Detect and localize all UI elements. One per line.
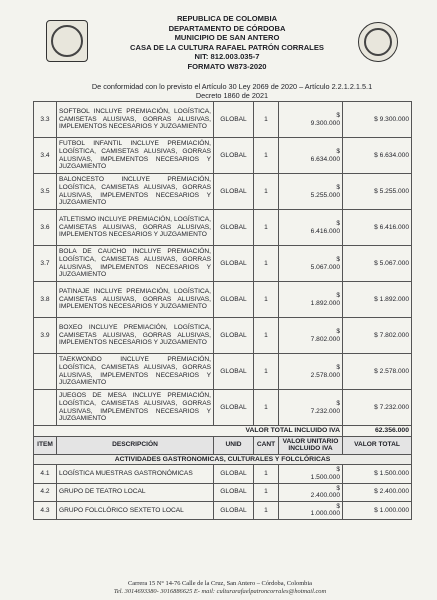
currency-sign: $ xyxy=(336,147,340,155)
unit-value-amount: 7.802.000 xyxy=(310,335,340,343)
item-quantity: 1 xyxy=(254,246,279,282)
item-number: 3.7 xyxy=(34,246,57,282)
col-header-unit-value: VALOR UNITARIO INCLUIDO IVA xyxy=(279,436,343,454)
currency-sign: $ xyxy=(336,219,340,227)
item-number: 3.6 xyxy=(34,210,57,246)
item-description: BOLA DE CAUCHO INCLUYE PREMIACIÓN, LOGÍSTICA, CAMISETAS ALUSIVAS, GORRAS ALUSIVAS, IMPLEMENTOS NECESARIOS Y JUZGAMIENTO xyxy=(57,246,214,282)
item-unit: GLOBAL xyxy=(214,483,254,501)
unit-value-amount: 9.300.000 xyxy=(310,119,340,127)
item-unit: GLOBAL xyxy=(214,210,254,246)
table-row xyxy=(34,318,412,354)
item-description: BOXEO INCLUYE PREMIACIÓN, LOGÍSTICA, CAMISETAS ALUSIVAS, GORRAS ALUSIVAS, IMPLEMENTOS NECESARIOS Y JUZGAMIENTO xyxy=(57,318,214,354)
unit-value-amount: 1.500.000 xyxy=(310,473,340,481)
items-table xyxy=(33,101,412,520)
unit-value-amount: 5.067.000 xyxy=(310,263,340,271)
item-quantity: 1 xyxy=(254,318,279,354)
item-description: LOGÍSTICA MUESTRAS GASTRONÓMICAS xyxy=(57,465,214,483)
currency-sign: $ xyxy=(336,399,340,407)
col-header-item: ITEM xyxy=(34,436,57,454)
item-quantity: 1 xyxy=(254,282,279,318)
item-unit: GLOBAL xyxy=(214,138,254,174)
institution-seal-right xyxy=(358,22,398,62)
legal-reference xyxy=(48,82,416,100)
header-department: DEPARTAMENTO DE CÓRDOBA xyxy=(168,23,286,33)
currency-sign: $ xyxy=(336,484,340,492)
item-number: 3.9 xyxy=(34,318,57,354)
unit-value-amount: 5.255.000 xyxy=(310,191,340,199)
section-row xyxy=(34,454,412,465)
item-unit: GLOBAL xyxy=(214,390,254,426)
item-total-value: $ 2.578.000 xyxy=(343,354,412,390)
item-number xyxy=(34,390,57,426)
header-institution: CASA DE LA CULTURA RAFAEL PATRÓN CORRALES xyxy=(130,42,324,52)
item-number: 3.5 xyxy=(34,174,57,210)
municipal-seal-left xyxy=(46,20,88,62)
item-unit-value xyxy=(279,501,343,519)
table-row xyxy=(34,354,412,390)
item-total-value: $ 6.634.000 xyxy=(343,138,412,174)
item-total-value: $ 7.232.000 xyxy=(343,390,412,426)
item-number: 3.4 xyxy=(34,138,57,174)
currency-sign: $ xyxy=(336,502,340,510)
item-unit-value xyxy=(279,282,343,318)
seal-emblem-icon xyxy=(364,28,392,56)
item-description: SOFTBOL INCLUYE PREMIACIÓN, LOGÍSTICA, CAMISETAS ALUSIVAS, GORRAS ALUSIVAS, IMPLEMENTOS NECESARIOS Y JUZGAMIENTO xyxy=(57,102,214,138)
item-unit-value xyxy=(279,102,343,138)
item-number xyxy=(34,354,57,390)
unit-value-amount: 6.416.000 xyxy=(310,227,340,235)
item-description: PATINAJE INCLUYE PREMIACIÓN, LOGÍSTICA, CAMISETAS ALUSIVAS, GORRAS ALUSIVAS, IMPLEMENTOS NECESARIOS Y JUZGAMIENTO xyxy=(57,282,214,318)
document-header xyxy=(92,14,362,71)
item-total-value: $ 1.000.000 xyxy=(343,501,412,519)
col-header-cant: CANT xyxy=(254,436,279,454)
item-total-value: $ 5.255.000 xyxy=(343,174,412,210)
header-country: REPUBLICA DE COLOMBIA xyxy=(176,14,278,23)
unit-value-amount: 2.578.000 xyxy=(310,371,340,379)
unit-value-amount: 7.232.000 xyxy=(310,407,340,415)
item-total-value: $ 6.416.000 xyxy=(343,210,412,246)
item-total-value: $ 9.300.000 xyxy=(343,102,412,138)
item-description: GRUPO DE TEATRO LOCAL xyxy=(57,483,214,501)
item-unit: GLOBAL xyxy=(214,174,254,210)
unit-value-amount: 1.892.000 xyxy=(310,299,340,307)
item-unit-value xyxy=(279,174,343,210)
item-unit: GLOBAL xyxy=(214,318,254,354)
currency-sign: $ xyxy=(336,183,340,191)
item-total-value: $ 2.400.000 xyxy=(343,483,412,501)
table-row xyxy=(34,390,412,426)
item-unit-value xyxy=(279,138,343,174)
item-unit: GLOBAL xyxy=(214,354,254,390)
item-quantity: 1 xyxy=(254,138,279,174)
item-quantity: 1 xyxy=(254,465,279,483)
table-row xyxy=(34,138,412,174)
item-unit-value xyxy=(279,210,343,246)
currency-sign: $ xyxy=(336,255,340,263)
item-quantity: 1 xyxy=(254,390,279,426)
currency-sign: $ xyxy=(336,466,340,474)
table-row xyxy=(34,465,412,483)
section-title: ACTIVIDADES GASTRONOMICAS, CULTURALES Y FOLCLÓRICAS xyxy=(34,454,412,465)
header-municipality: MUNICIPIO DE SAN ANTERO xyxy=(174,33,280,42)
footer-address: Carrera 15 N° 14-76 Calle de la Cruz, San Antero – Córdoba, Colombia xyxy=(128,580,312,587)
item-unit: GLOBAL xyxy=(214,465,254,483)
item-unit-value xyxy=(279,246,343,282)
col-header-description: DESCRIPCIÓN xyxy=(57,436,214,454)
table-row xyxy=(34,102,412,138)
total-label: VALOR TOTAL INCLUIDO IVA xyxy=(34,426,343,437)
legal-reference-line: De conformidad con lo previsto el Artículo 30 Ley 2069 de 2020 – Artículo 2.2.1.2.1.5.1 xyxy=(91,82,373,91)
legal-reference-decree: Decreto 1860 de 2021 xyxy=(195,91,269,100)
currency-sign: $ xyxy=(336,327,340,335)
item-quantity: 1 xyxy=(254,483,279,501)
item-unit: GLOBAL xyxy=(214,102,254,138)
item-unit-value xyxy=(279,465,343,483)
item-unit-value xyxy=(279,318,343,354)
item-unit-value xyxy=(279,483,343,501)
item-unit-value xyxy=(279,354,343,390)
item-total-value: $ 1.500.000 xyxy=(343,465,412,483)
total-row xyxy=(34,426,412,437)
header-format: FORMATO W873-2020 xyxy=(187,61,267,71)
item-number: 3.3 xyxy=(34,102,57,138)
item-number: 4.2 xyxy=(34,483,57,501)
currency-sign: $ xyxy=(336,291,340,299)
currency-sign: $ xyxy=(336,363,340,371)
item-description: JUEGOS DE MESA INCLUYE PREMIACIÓN, LOGÍSTICA, CAMISETAS ALUSIVAS, GORRAS ALUSIVAS, IMPLEMENTOS NECESARIOS Y JUZGAMIENTO xyxy=(57,390,214,426)
item-number: 3.8 xyxy=(34,282,57,318)
table-row xyxy=(34,483,412,501)
items-table-body xyxy=(34,102,412,520)
item-number: 4.1 xyxy=(34,465,57,483)
item-unit: GLOBAL xyxy=(214,501,254,519)
item-description: BALONCESTO INCLUYE PREMIACIÓN, LOGÍSTICA, CAMISETAS ALUSIVAS, GORRAS ALUSIVAS, IMPLEMENTOS NECESARIOS Y JUZGAMIENTO xyxy=(57,174,214,210)
unit-value-amount: 1.000.000 xyxy=(310,510,340,518)
table-row xyxy=(34,282,412,318)
item-quantity: 1 xyxy=(254,501,279,519)
item-quantity: 1 xyxy=(254,174,279,210)
col-header-total-value: VALOR TOTAL xyxy=(343,436,412,454)
table-row xyxy=(34,246,412,282)
item-quantity: 1 xyxy=(254,210,279,246)
col-header-unid: UNID xyxy=(214,436,254,454)
item-description: ATLETISMO INCLUYE PREMIACIÓN, LOGÍSTICA, CAMISETAS ALUSIVAS, GORRAS ALUSIVAS, IMPLEMENTOS NECESARIOS Y JUZGAMIENTO xyxy=(57,210,214,246)
item-quantity: 1 xyxy=(254,354,279,390)
item-total-value: $ 7.802.000 xyxy=(343,318,412,354)
item-quantity: 1 xyxy=(254,102,279,138)
item-total-value: $ 5.067.000 xyxy=(343,246,412,282)
item-unit: GLOBAL xyxy=(214,246,254,282)
item-number: 4.3 xyxy=(34,501,57,519)
item-description: FUTBOL INFANTIL INCLUYE PREMIACIÓN, LOGÍSTICA, CAMISETAS ALUSIVAS, GORRAS ALUSIVAS, IMPLEMENTOS NECESARIOS Y JUZGAMIENTO xyxy=(57,138,214,174)
item-unit: GLOBAL xyxy=(214,282,254,318)
total-value: 62.356.000 xyxy=(343,426,412,437)
unit-value-amount: 2.400.000 xyxy=(310,492,340,500)
table-row xyxy=(34,210,412,246)
footer-contact: Tel. 3014693380- 3016886625 E- mail: culturarafaelpatroncorrales@hotmail.com xyxy=(113,588,327,595)
header-nit: NIT: 812.003.035-7 xyxy=(194,52,260,61)
unit-value-amount: 6.634.000 xyxy=(310,155,340,163)
table-header-row xyxy=(34,436,412,454)
currency-sign: $ xyxy=(336,111,340,119)
table-row xyxy=(34,501,412,519)
document-footer xyxy=(60,580,380,596)
seal-ring-icon xyxy=(51,25,83,57)
item-unit-value xyxy=(279,390,343,426)
item-description: GRUPO FOLCLÓRICO SEXTETO LOCAL xyxy=(57,501,214,519)
item-total-value: $ 1.892.000 xyxy=(343,282,412,318)
item-description: TAEKWONDO INCLUYE PREMIACIÓN, LOGÍSTICA, CAMISETAS ALUSIVAS, GORRAS ALUSIVAS, IMPLEMENTOS NECESARIOS Y JUZGAMIENTO xyxy=(57,354,214,390)
table-row xyxy=(34,174,412,210)
